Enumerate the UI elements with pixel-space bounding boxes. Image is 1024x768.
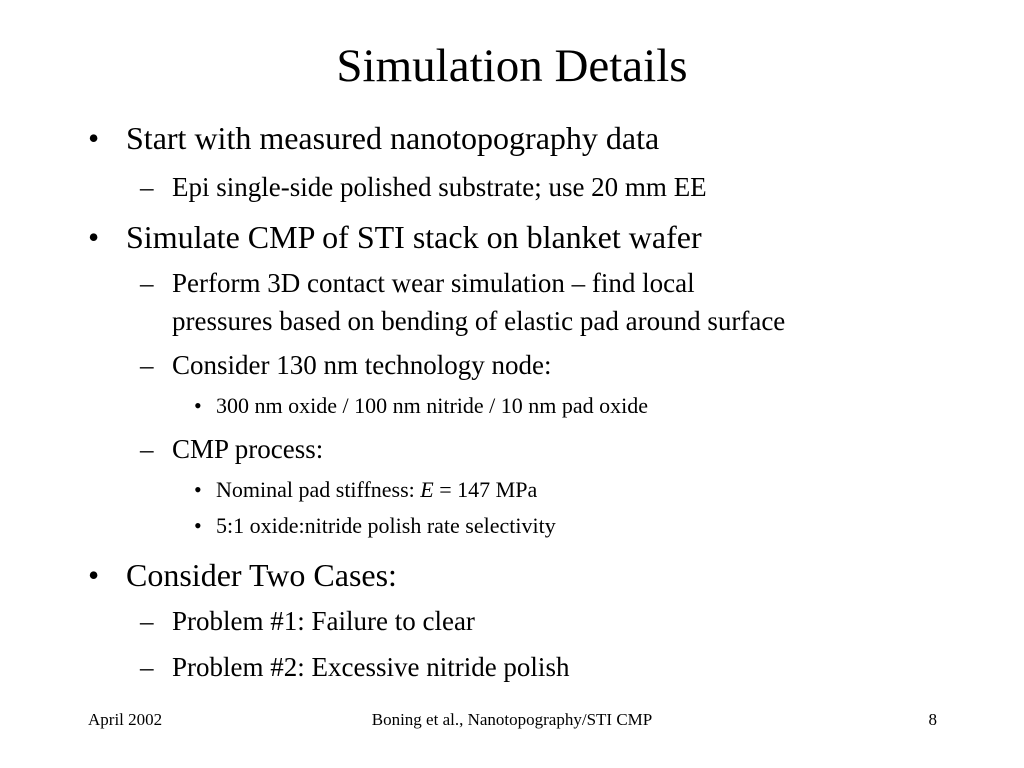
bullet-marker: • bbox=[194, 477, 202, 502]
pad-stiffness-prefix: Nominal pad stiffness: bbox=[216, 477, 421, 502]
dash-marker: – bbox=[140, 434, 154, 464]
pad-stiffness-value: = 147 MPa bbox=[433, 477, 538, 502]
bullet-marker: • bbox=[88, 120, 100, 156]
sub-cmp-process: CMP process: bbox=[172, 434, 324, 464]
subsub-selectivity: 5:1 oxide:nitride polish rate selectivity bbox=[216, 513, 556, 538]
sub-epi-substrate: Epi single-side polished substrate; use 20 mm EE bbox=[172, 172, 707, 202]
bullet-marker: • bbox=[88, 219, 100, 255]
sub-problem-1: Problem #1: Failure to clear bbox=[172, 606, 475, 636]
sub-contact-wear-line2: pressures based on bending of elastic pad around surface bbox=[172, 306, 786, 336]
bullet-measured-data: Start with measured nanotopography data bbox=[126, 120, 660, 156]
sub-technology-node: Consider 130 nm technology node: bbox=[172, 350, 552, 380]
footer-page-number: 8 bbox=[928, 710, 937, 729]
sub-contact-wear-line1: Perform 3D contact wear simulation – find local bbox=[172, 268, 695, 298]
slide-title: Simulation Details bbox=[336, 40, 688, 92]
dash-marker: – bbox=[140, 652, 154, 682]
subsub-film-stack: 300 nm oxide / 100 nm nitride / 10 nm pad oxide bbox=[216, 393, 649, 418]
bullet-two-cases: Consider Two Cases: bbox=[126, 557, 397, 593]
dash-marker: – bbox=[140, 350, 154, 380]
pad-stiffness-variable: E bbox=[420, 477, 434, 502]
dash-marker: – bbox=[140, 268, 154, 298]
dash-marker: – bbox=[140, 172, 154, 202]
bullet-simulate-cmp: Simulate CMP of STI stack on blanket wafer bbox=[126, 219, 702, 255]
bullet-marker: • bbox=[88, 557, 100, 593]
footer-date: April 2002 bbox=[88, 710, 163, 729]
footer-center-text: Boning et al., Nanotopography/STI CMP bbox=[371, 710, 653, 729]
bullet-marker: • bbox=[194, 513, 202, 538]
bullet-marker: • bbox=[194, 393, 202, 418]
dash-marker: – bbox=[140, 606, 154, 636]
subsub-pad-stiffness bbox=[216, 476, 537, 504]
sub-problem-2: Problem #2: Excessive nitride polish bbox=[172, 652, 570, 682]
